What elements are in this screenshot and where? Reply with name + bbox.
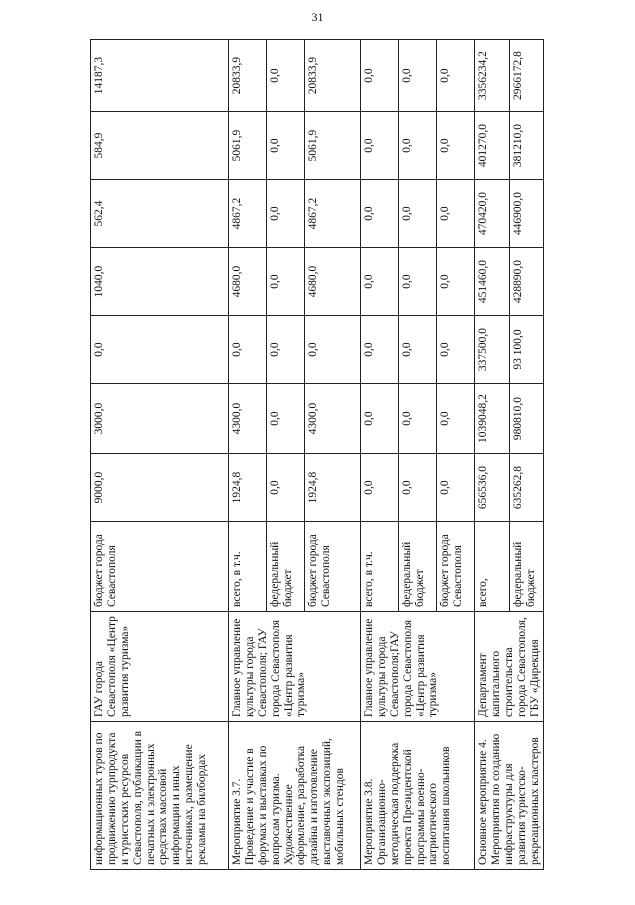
value-cell: 5061,9	[305, 112, 361, 180]
activity-cell: Основное мероприятие 4. Мероприятия по созданию инфраструктуры для развития туристско-рекреационных кластеров	[475, 722, 544, 870]
value-cell: 451460,0	[475, 248, 510, 316]
executor-cell: Главное управление культуры города Севастополя;ГАУ города Севастополя «Центр развития туризма»	[361, 612, 475, 722]
page-number: 31	[311, 10, 324, 24]
activity-cell: информационных туров по продвижению турпродукта и туристских ресурсов Севастополя, публикации в печатных и электронных средствах массовой информации и иных источниках, размещение рекламы на билбордах	[91, 722, 229, 870]
value-cell: 0,0	[305, 316, 361, 384]
activity-cell: Мероприятие 3.8. Организационно-методическая поддержка проекта Президентской программы военно-патриотического воспитания школьников	[361, 722, 475, 870]
value-cell: 93 100,0	[509, 316, 544, 384]
value-cell: 0,0	[361, 454, 399, 522]
value-cell: 0,0	[361, 316, 399, 384]
value-cell: 0,0	[437, 180, 475, 248]
value-cell: 9000,0	[91, 454, 229, 522]
value-cell: 0,0	[267, 112, 305, 180]
value-cell: 0,0	[361, 180, 399, 248]
activity-cell: Мероприятие 3.7. Проведение и участие в форумах и выставках по вопросам туризма. Художественное оформление, разработка дизайна и изготовление выставочных экспозиций, мобильных стендов	[229, 722, 361, 870]
value-cell: 0,0	[361, 112, 399, 180]
value-cell: 4300,0	[229, 384, 267, 454]
source-cell: бюджет города Севастополя	[305, 522, 361, 612]
value-cell: 470420,0	[475, 180, 510, 248]
value-cell: 381210,0	[509, 112, 544, 180]
value-cell: 4867,2	[305, 180, 361, 248]
value-cell: 0,0	[437, 316, 475, 384]
value-cell: 4867,2	[229, 180, 267, 248]
value-cell: 0,0	[399, 40, 437, 112]
executor-cell: ГАУ города Севастополя «Центр развития туризма»	[91, 612, 229, 722]
value-cell: 1040,0	[91, 248, 229, 316]
value-cell: 0,0	[267, 248, 305, 316]
value-cell: 4680,0	[229, 248, 267, 316]
value-cell: 0,0	[267, 384, 305, 454]
value-cell: 0,0	[229, 316, 267, 384]
value-cell: 0,0	[267, 40, 305, 112]
value-cell: 4300,0	[305, 384, 361, 454]
value-cell: 0,0	[267, 316, 305, 384]
source-cell: всего, в т.ч.	[361, 522, 399, 612]
source-cell: всего, в т.ч.	[229, 522, 267, 612]
table-row	[229, 40, 267, 870]
value-cell: 0,0	[91, 316, 229, 384]
value-cell: 5061,9	[229, 112, 267, 180]
value-cell: 0,0	[267, 454, 305, 522]
value-cell: 0,0	[267, 180, 305, 248]
value-cell: 401270,0	[475, 112, 510, 180]
value-cell: 1924,8	[305, 454, 361, 522]
value-cell: 0,0	[399, 316, 437, 384]
source-cell: федеральный бюджет	[267, 522, 305, 612]
value-cell: 428890,0	[509, 248, 544, 316]
value-cell: 0,0	[361, 384, 399, 454]
table-row	[361, 40, 399, 870]
value-cell: 0,0	[399, 384, 437, 454]
value-cell: 0,0	[399, 180, 437, 248]
budget-table	[90, 39, 544, 870]
value-cell: 562,4	[91, 180, 229, 248]
value-cell: 980810,0	[509, 384, 544, 454]
executor-cell: Департамент капитального строительства города Севастополя, ГБУ «Дирекция	[475, 612, 544, 722]
value-cell: 0,0	[399, 248, 437, 316]
value-cell: 656536,0	[475, 454, 510, 522]
value-cell: 3000,0	[91, 384, 229, 454]
value-cell: 2966172,8	[509, 40, 544, 112]
table-row	[91, 40, 229, 870]
value-cell: 0,0	[437, 454, 475, 522]
value-cell: 0,0	[437, 248, 475, 316]
source-cell: федеральный бюджет	[399, 522, 437, 612]
value-cell: 0,0	[437, 112, 475, 180]
source-cell: бюджет города Севастополя	[437, 522, 475, 612]
source-cell: всего,	[475, 522, 510, 612]
value-cell: 0,0	[361, 40, 399, 112]
value-cell: 0,0	[437, 384, 475, 454]
value-cell: 3356234,2	[475, 40, 510, 112]
rotated-table-container	[90, 40, 540, 870]
value-cell: 1039048,2	[475, 384, 510, 454]
value-cell: 4680,0	[305, 248, 361, 316]
executor-cell: Главное управление культуры города Севастополя; ГАУ города Севастополя «Центр развития туризма»	[229, 612, 361, 722]
source-cell: федеральный бюджет	[509, 522, 544, 612]
value-cell: 0,0	[437, 40, 475, 112]
value-cell: 1924,8	[229, 454, 267, 522]
value-cell: 0,0	[361, 248, 399, 316]
source-cell: бюджет города Севастополя	[91, 522, 229, 612]
value-cell: 446900,0	[509, 180, 544, 248]
value-cell: 0,0	[399, 112, 437, 180]
value-cell: 635262,8	[509, 454, 544, 522]
value-cell: 14187,3	[91, 40, 229, 112]
value-cell: 337500,0	[475, 316, 510, 384]
value-cell: 0,0	[399, 454, 437, 522]
value-cell: 20833,9	[229, 40, 267, 112]
value-cell: 20833,9	[305, 40, 361, 112]
table-row	[475, 40, 510, 870]
value-cell: 584,9	[91, 112, 229, 180]
